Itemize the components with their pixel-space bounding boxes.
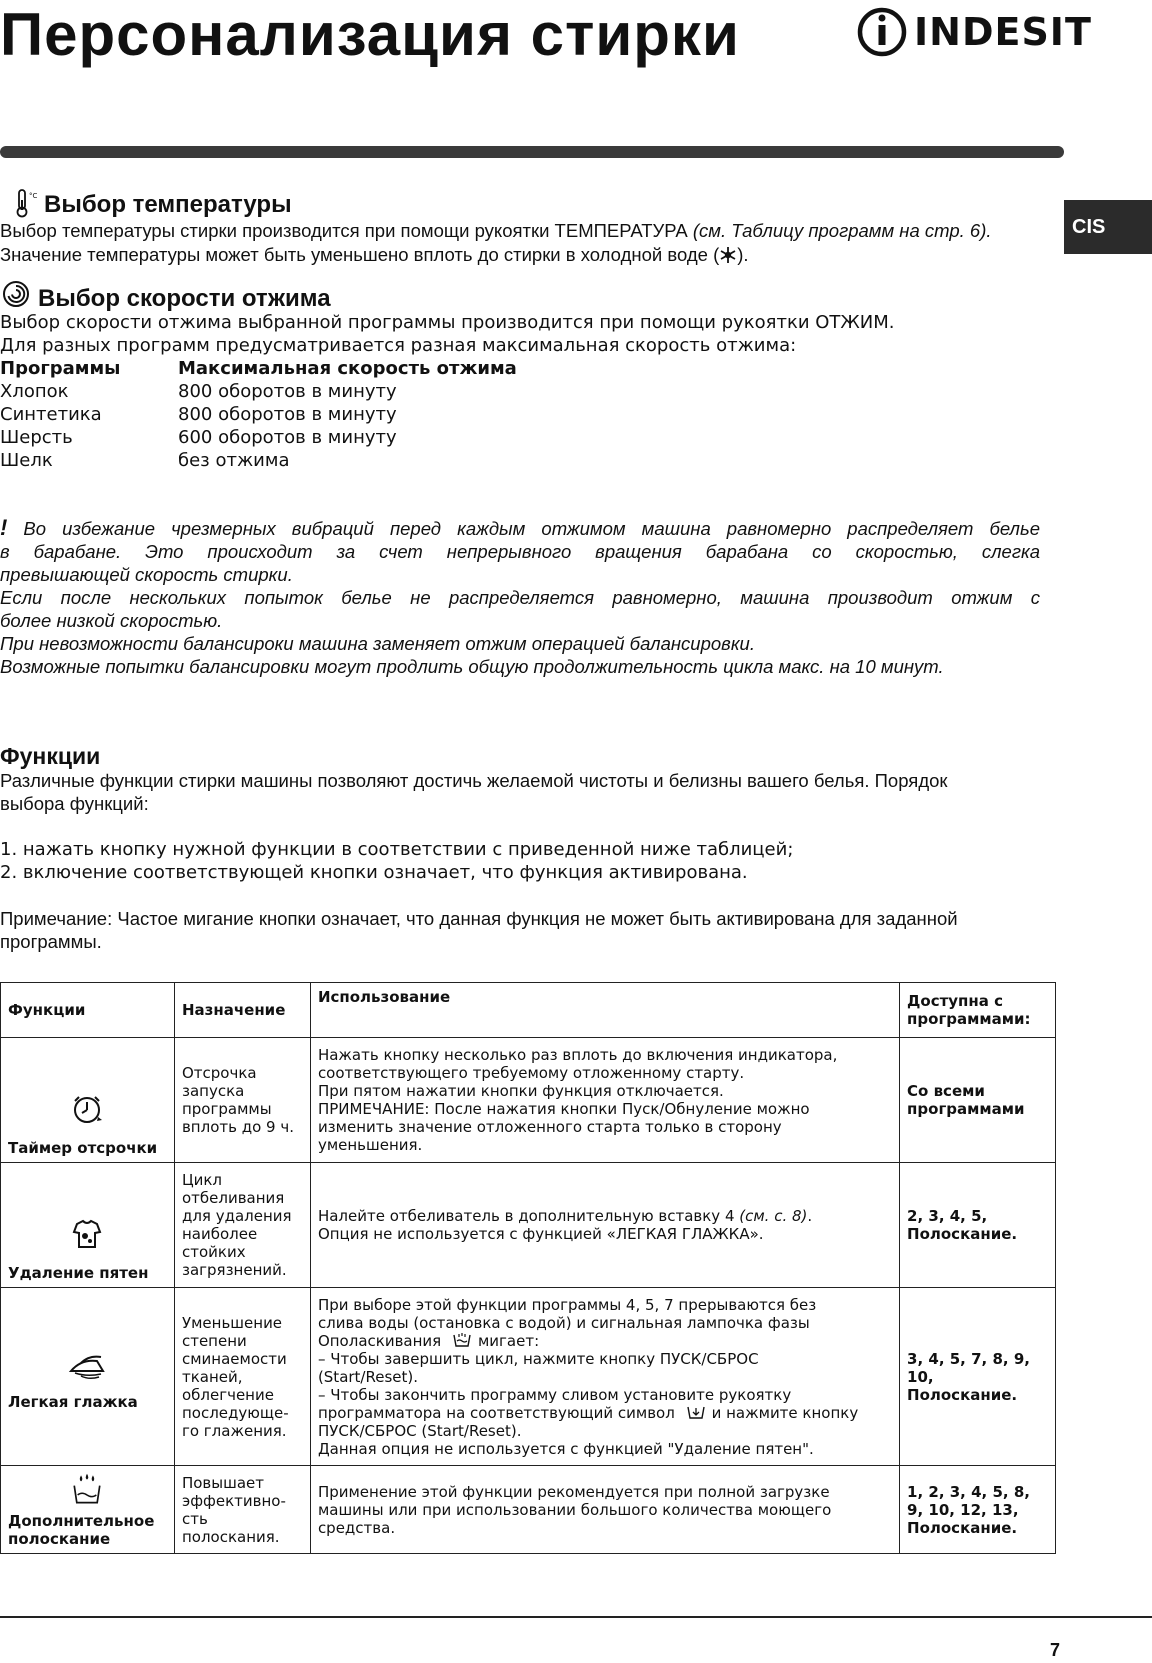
available-cell: 2, 3, 4, 5, Полоскание. bbox=[900, 1163, 1056, 1288]
usage-line: ПРИМЕЧАНИЕ: После нажатия кнопки Пуск/Обнуление можно bbox=[317, 1100, 810, 1118]
warning-line bbox=[0, 516, 1040, 540]
spin-speed: 800 оборотов в минуту bbox=[178, 381, 397, 402]
usage-text: Налейте отбеливатель в дополнительную вставку 4 bbox=[317, 1207, 740, 1225]
indesit-logo-icon bbox=[856, 6, 912, 58]
warning-line: Возможные попытки балансировки могут продлить общую продолжительность цикла макс. на 10 минут. bbox=[0, 656, 944, 677]
function-name: Дополнительное полоскание bbox=[8, 1511, 155, 1548]
spin-table-row bbox=[0, 380, 517, 403]
spin-line-2: Для разных программ предусматривается разная максимальная скорость отжима: bbox=[0, 335, 797, 356]
usage-line: ПУСК/СБРОС (Start/Reset). bbox=[317, 1421, 522, 1440]
drain-symbol-icon bbox=[686, 1404, 706, 1420]
usage-cell bbox=[310, 1288, 899, 1466]
purpose-cell: Повышает эффективно-сть полоскания. bbox=[174, 1466, 310, 1554]
usage-line: соответствующего требуемому отложенному старту. bbox=[317, 1064, 745, 1082]
usage-text: и нажмите кнопку bbox=[711, 1403, 859, 1422]
warning-line: При невозможности балансироки машина заменяет отжим операцией балансировки. bbox=[0, 633, 755, 654]
table-row bbox=[1, 1038, 1056, 1163]
region-tab: CIS bbox=[1064, 200, 1152, 254]
functions-step-1: 1. нажать кнопку нужной функции в соответствии с приведенной ниже таблицей; bbox=[0, 839, 794, 860]
spin-col-program: Программы bbox=[0, 358, 121, 379]
spin-table bbox=[0, 357, 517, 472]
functions-intro-2: выбора функций: bbox=[0, 793, 149, 814]
spin-icon bbox=[2, 280, 30, 313]
temperature-line-1-main: Выбор температуры стирки производится при помощи рукоятки ТЕМПЕРАТУРА bbox=[0, 220, 688, 241]
warning-line: в барабане. Это происходит за счет непрерывного вращения барабана со скоростью, слегка bbox=[0, 541, 1040, 562]
usage-line: – Чтобы закончить программу сливом установите рукоятку bbox=[317, 1385, 792, 1404]
usage-ref: (см. с. 8) bbox=[739, 1207, 808, 1225]
spin-col-speed: Максимальная скорость отжима bbox=[178, 358, 517, 379]
usage-line bbox=[318, 1404, 892, 1422]
temperature-line-1-ref: (см. Таблицу программ на стр. 6). bbox=[692, 220, 992, 241]
function-cell bbox=[1, 1038, 175, 1163]
spin-table-row bbox=[0, 403, 517, 426]
usage-text: программатора на соответствующий символ bbox=[317, 1403, 675, 1422]
usage-line: – Чтобы завершить цикл, нажмите кнопку ПУСК/СБРОС bbox=[317, 1349, 759, 1368]
usage-cell bbox=[310, 1163, 899, 1288]
functions-heading: Функции bbox=[0, 743, 101, 769]
temperature-line-1 bbox=[0, 219, 992, 242]
spin-program: Хлопок bbox=[0, 381, 69, 402]
footer-divider bbox=[0, 1616, 1152, 1618]
usage-line bbox=[318, 1207, 892, 1225]
svg-text:°C: °C bbox=[29, 192, 38, 200]
warning-mark: ! bbox=[0, 515, 8, 540]
spin-line-1: Выбор скорости отжима выбранной программы производится при помощи рукоятки ОТЖИМ. bbox=[0, 312, 895, 333]
purpose-cell: Отсрочка запуска программы вплоть до 9 ч. bbox=[174, 1038, 310, 1163]
header-divider bbox=[0, 146, 1064, 158]
header-function: Функции bbox=[1, 983, 175, 1038]
usage-text: Ополаскивания bbox=[317, 1331, 442, 1350]
usage-line: изменить значение отложенного старта только в сторону bbox=[317, 1118, 782, 1136]
snowflake-icon bbox=[719, 246, 737, 264]
usage-line: При пятом нажатии кнопки функция отключается. bbox=[317, 1082, 724, 1100]
header-available: Доступна с программами: bbox=[900, 983, 1056, 1038]
warning-line: Если после нескольких попыток белье не распределяется равномерно, машина производит отжим с bbox=[0, 587, 1040, 608]
spin-program: Синтетика bbox=[0, 404, 102, 425]
functions-table-header bbox=[1, 983, 1056, 1038]
usage-cell bbox=[310, 1466, 899, 1554]
usage-line bbox=[318, 1332, 892, 1350]
spin-table-header bbox=[0, 357, 517, 380]
table-row bbox=[1, 1163, 1056, 1288]
thermometer-icon bbox=[14, 188, 38, 218]
stain-removal-icon bbox=[67, 1214, 107, 1254]
function-name: Удаление пятен bbox=[8, 1264, 149, 1282]
spin-program: Шерсть bbox=[0, 427, 73, 448]
functions-table bbox=[0, 982, 1056, 1554]
spin-table-row bbox=[0, 449, 517, 472]
header-purpose: Назначение bbox=[174, 983, 310, 1038]
header-usage: Использование bbox=[310, 983, 899, 1038]
functions-note-2: программы. bbox=[0, 931, 102, 952]
usage-line: уменьшения. bbox=[317, 1136, 423, 1154]
function-name: Легкая глажка bbox=[8, 1392, 138, 1411]
warning-note bbox=[0, 516, 1040, 678]
spin-speed: 600 оборотов в минуту bbox=[178, 427, 397, 448]
usage-text: . bbox=[807, 1207, 813, 1225]
available-cell: 3, 4, 5, 7, 8, 9, 10, Полоскание. bbox=[900, 1288, 1056, 1466]
extra-rinse-icon bbox=[70, 1472, 104, 1506]
spin-program: Шелк bbox=[0, 450, 53, 471]
usage-text: мигает: bbox=[477, 1331, 540, 1350]
timer-icon bbox=[67, 1089, 107, 1129]
functions-intro-1: Различные функции стирки машины позволяют достичь желаемой чистоты и белизны вашего белья. Порядок bbox=[0, 770, 948, 791]
function-cell bbox=[1, 1466, 175, 1554]
usage-line: При выборе этой функции программы 4, 5, 7 прерываются без bbox=[317, 1295, 817, 1314]
temperature-line-2-text: Значение температуры может быть уменьшено вплоть до стирки в холодной воде ( bbox=[0, 244, 720, 265]
usage-line: Опция не используется с функцией «ЛЕГКАЯ ГЛАЖКА». bbox=[317, 1225, 764, 1243]
brand-logo bbox=[856, 6, 1092, 58]
purpose-cell: Уменьшение степени сминаемости тканей, облегчение последующе-го глажения. bbox=[174, 1288, 310, 1466]
table-row bbox=[1, 1466, 1056, 1554]
page-title: Персонализация стирки bbox=[0, 1, 740, 68]
available-cell: Со всеми программами bbox=[900, 1038, 1056, 1163]
usage-line: слива воды (остановка с водой) и сигнальная лампочка фазы bbox=[317, 1313, 810, 1332]
warning-line: более низкой скоростью. bbox=[0, 610, 223, 631]
brand-name: INDESIT bbox=[914, 10, 1092, 54]
usage-line: Данная опция не используется с функцией "Удаление пятен". bbox=[317, 1439, 814, 1458]
usage-line: (Start/Reset). bbox=[317, 1367, 419, 1386]
temperature-line-2-end: ). bbox=[737, 244, 749, 265]
table-row bbox=[1, 1288, 1056, 1466]
usage-line: машины или при использовании большого количества моющего bbox=[317, 1500, 832, 1519]
warning-line: превышающей скорость стирки. bbox=[0, 564, 293, 585]
purpose-cell: Цикл отбеливания для удаления наиболее стойких загрязнений. bbox=[174, 1163, 310, 1288]
iron-icon bbox=[57, 1343, 117, 1383]
spin-table-row bbox=[0, 426, 517, 449]
temperature-line-2 bbox=[0, 243, 749, 266]
function-name: Таймер отсрочки bbox=[8, 1139, 158, 1157]
warning-text: Во избежание чрезмерных вибраций перед каждым отжимом машина равномерно распределяет белье bbox=[7, 518, 1040, 539]
spin-speed: без отжима bbox=[178, 450, 290, 471]
function-cell bbox=[1, 1163, 175, 1288]
function-cell bbox=[1, 1288, 175, 1466]
rinse-symbol-icon bbox=[452, 1332, 472, 1348]
available-cell: 1, 2, 3, 4, 5, 8, 9, 10, 12, 13, Полоскание. bbox=[900, 1466, 1056, 1554]
usage-line: Нажать кнопку несколько раз вплоть до включения индикатора, bbox=[317, 1046, 838, 1064]
usage-cell bbox=[310, 1038, 899, 1163]
functions-step-2: 2. включение соответствующей кнопки означает, что функция активирована. bbox=[0, 862, 748, 883]
page-number: 7 bbox=[1050, 1640, 1061, 1660]
functions-note-1: Примечание: Частое мигание кнопки означает, что данная функция не может быть активирована для заданной bbox=[0, 908, 958, 929]
usage-line: Применение этой функции рекомендуется при полной загрузке bbox=[317, 1482, 830, 1501]
temperature-heading: Выбор температуры bbox=[44, 191, 292, 218]
usage-line: средства. bbox=[317, 1518, 396, 1537]
spin-heading: Выбор скорости отжима bbox=[38, 285, 331, 312]
spin-speed: 800 оборотов в минуту bbox=[178, 404, 397, 425]
